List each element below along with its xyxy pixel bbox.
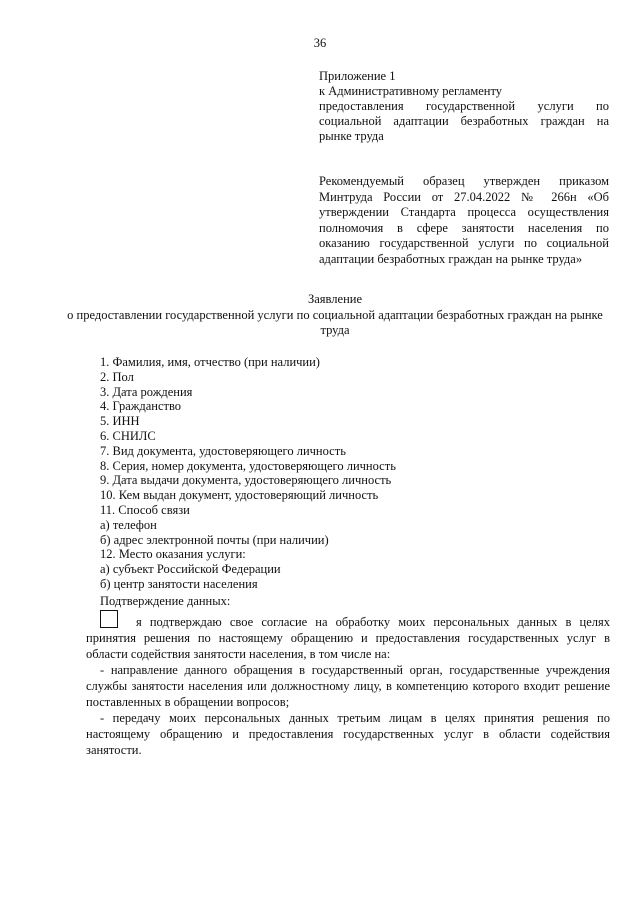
field-item: 10. Кем выдан документ, удостоверяющий личность bbox=[100, 488, 379, 503]
field-item: 5. ИНН bbox=[100, 414, 140, 429]
appendix-header bbox=[319, 69, 609, 144]
title-subtitle: о предоставлении государственной услуги по социальной адаптации безработных граждан на рынке труда bbox=[67, 307, 603, 337]
field-item: 11. Способ связи bbox=[100, 502, 190, 517]
sample-approval-note: Рекомендуемый образец утвержден приказом Минтруда России от 27.04.2022 № 266н «Об утверждении Стандарта процесса осуществления полномочия в сфере занятости населения по оказанию государственной услуги по социальной адаптации безработных граждан на рынке труда» bbox=[319, 174, 609, 266]
consent-bullet-1: - направление данного обращения в государственный орган, государственные учреждения службы занятости населения или должностному лицу, в компетенцию которого входит решение поставленных в обращении вопросов; bbox=[86, 663, 610, 709]
field-item: 12. Место оказания услуги: bbox=[100, 547, 246, 562]
field-item: а) телефон bbox=[100, 517, 157, 532]
consent-bullet-2: - передачу моих персональных данных третьим лицам в целях принятия решения по настоящему обращению и предоставления государственных услуг в области содействия занятости. bbox=[86, 711, 610, 757]
field-item: 9. Дата выдачи документа, удостоверяющего личность bbox=[100, 473, 392, 488]
appendix-line-2: к Административному регламенту bbox=[319, 84, 503, 98]
field-item: 3. Дата рождения bbox=[100, 384, 193, 399]
field-item: 1. Фамилия, имя, отчество (при наличии) bbox=[100, 355, 320, 369]
field-item: 8. Серия, номер документа, удостоверяющего личность bbox=[100, 458, 396, 473]
application-title bbox=[60, 292, 610, 339]
title-heading: Заявление bbox=[307, 292, 362, 306]
field-item: 6. СНИЛС bbox=[100, 428, 156, 443]
application-fields-list bbox=[100, 355, 580, 592]
field-item: б) адрес электронной почты (при наличии) bbox=[100, 532, 329, 547]
confirmation-label: Подтверждение данных: bbox=[100, 594, 231, 608]
appendix-line-3: предоставления государственной услуги по социальной адаптации безработных граждан на рынке труда bbox=[319, 99, 609, 143]
field-item: б) центр занятости населения bbox=[100, 576, 258, 591]
consent-block bbox=[86, 614, 610, 758]
consent-text: я подтверждаю свое согласие на обработку моих персональных данных в целях принятия решения по настоящему обращению и предоставления государственных услуг в области содействия занятости населения, в том числе на: bbox=[86, 615, 610, 661]
field-item: 7. Вид документа, удостоверяющего личность bbox=[100, 443, 346, 458]
appendix-line-1: Приложение 1 bbox=[319, 69, 396, 83]
page-number: 36 bbox=[313, 36, 327, 50]
field-item: а) субъект Российской Федерации bbox=[100, 562, 281, 577]
field-item: 2. Пол bbox=[100, 369, 134, 384]
field-item: 4. Гражданство bbox=[100, 399, 182, 414]
